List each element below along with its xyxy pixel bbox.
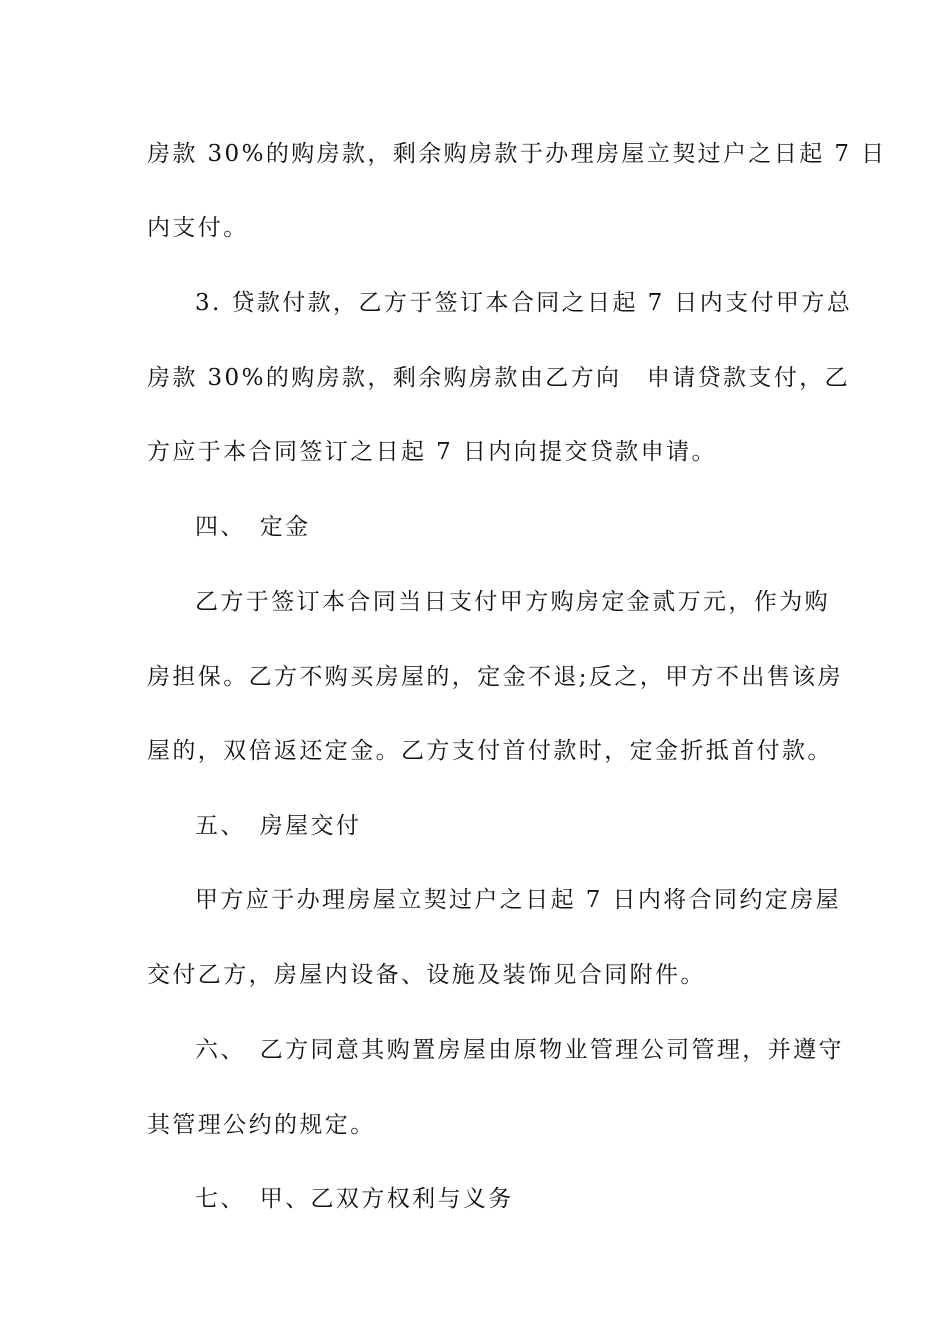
paragraph-line-6: 乙方于签订本合同当日支付甲方购房定金贰万元，作为购	[195, 589, 830, 615]
section-heading-deposit: 四、 定金	[195, 514, 311, 540]
paragraph-line-8: 屋的，双倍返还定金。乙方支付首付款时，定金折抵首付款。	[147, 738, 833, 764]
paragraph-line-9: 甲方应于办理房屋立契过户之日起 7 日内将合同约定房屋	[195, 887, 842, 913]
section-heading-property-management: 六、 乙方同意其购置房屋由原物业管理公司管理，并遵守	[195, 1037, 844, 1063]
paragraph-line-3: 3. 贷款付款，乙方于签订本合同之日起 7 日内支付甲方总	[195, 290, 853, 316]
paragraph-line-7: 房担保。乙方不购买房屋的，定金不退;反之，甲方不出售该房	[147, 664, 843, 690]
paragraph-line-2: 内支付。	[147, 215, 249, 241]
section-heading-delivery: 五、 房屋交付	[195, 813, 362, 839]
paragraph-line-10: 交付乙方，房屋内设备、设施及装饰见合同附件。	[147, 962, 706, 988]
section-heading-rights-obligations: 七、 甲、乙双方权利与义务	[195, 1186, 514, 1212]
paragraph-line-11: 其管理公约的规定。	[147, 1112, 376, 1138]
paragraph-line-4: 房款 30%的购房款，剩余购房款由乙方向 申请贷款支付，乙	[147, 365, 851, 391]
paragraph-line-1: 房款 30%的购房款，剩余购房款于办理房屋立契过户之日起 7 日	[147, 141, 887, 167]
paragraph-line-5: 方应于本合同签订之日起 7 日内向提交贷款申请。	[147, 439, 717, 465]
